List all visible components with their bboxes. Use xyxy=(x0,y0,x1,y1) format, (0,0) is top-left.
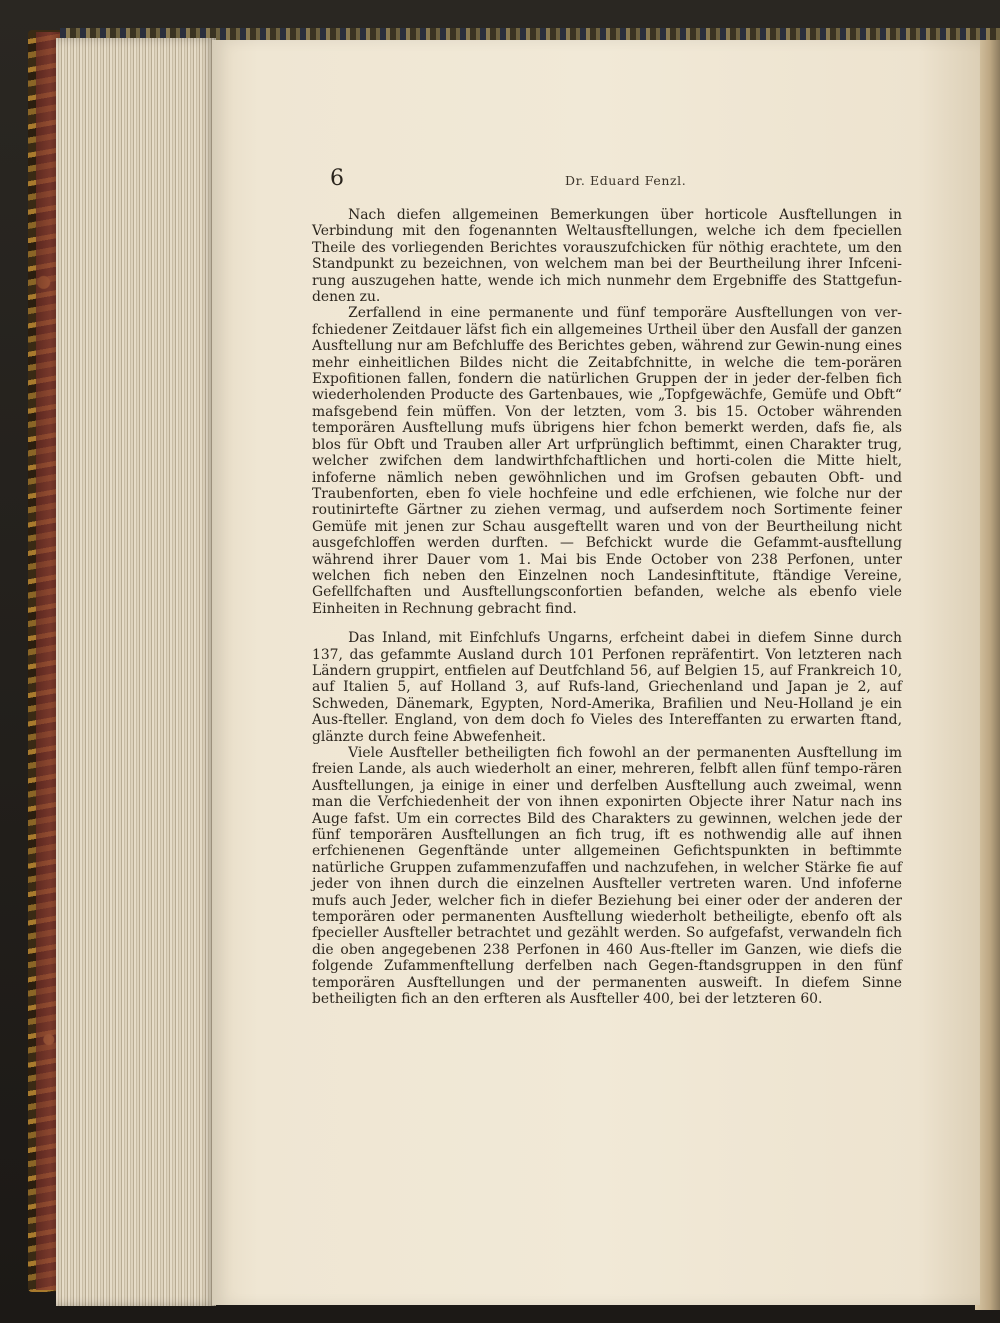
paragraph: Nach diefen allgemeinen Bemerkungen über horticole Ausftellungen in Verbindung mit den fogenannten Weltausftellungen, welche ich dem fpeciellen Theile des vorliegenden Berichtes vorauszufchicken für nöthig erachtete, um den Standpunkt zu bezeichnen, von welchem man bei der Beurtheilung ihrer Infceni-rung auszugehen hatte, wende ich mich nunmehr dem Ergebniffe des Stattgefun-denen zu. xyxy=(312,207,902,306)
page-stack xyxy=(56,38,216,1306)
body-text xyxy=(312,207,902,1008)
paragraph: Viele Ausfteller betheiligten fich fowohl an der permanenten Ausftellung im freien Lande, als auch wiederholt an einer, mehreren, felbft allen fünf tempo-rären Ausftellungen, ja einige in einer und derfelben Ausftellung auch zweimal, wenn man die Verfchiedenheit der von ihnen exponirten Objecte ihrer Natur nach ins Auge fafst. Um ein correctes Bild des Charakters zu gewinnen, welchen jede der fünf temporären Ausftellungen an fich trug, ift es nothwendig alle auf ihnen erfchienenen Gegenftände unter allgemeinen Gefichtspunkten in beftimmte natürliche Gruppen zufammenzufaffen und nachzufehen, in welcher Stärke fie auf jeder von ihnen durch die einzelnen Ausfteller vertreten waren. Und infoferne mufs auch Jeder, welcher fich in diefer Beziehung bei einer oder der anderen der temporären oder permanenten Ausftellung wiederholt betheiligte, ebenfo oft als fpecieller Ausfteller betrachtet und gezählt werden. So aufgefafst, verwandeln fich die oben angegebenen 238 Perfonen in 460 Aus-fteller im Ganzen, wie diefs die folgende Zufammenftellung derfelben nach Gegen-ftandsgruppen in den fünf temporären Ausftellungen und der permanenten ausweift. In diefem Sinne betheiligten fich an den erfteren als Ausfteller 400, bei der letzteren 60. xyxy=(312,745,902,1008)
running-head: Dr. Eduard Fenzl. xyxy=(565,173,687,188)
paragraph: Das Inland, mit Einfchlufs Ungarns, erfcheint dabei in diefem Sinne durch 137, das gefammte Ausland durch 101 Perfonen repräfentirt. Von letzteren nach Ländern gruppirt, entfielen auf Deutfchland 56, auf Belgien 15, auf Frankreich 10, auf Italien 5, auf Holland 3, auf Rufs-land, Griechenland und Japan je 2, auf Schweden, Dänemark, Egypten, Nord-Amerika, Brafilien und Neu-Holland je ein Aus-fteller. England, von dem doch fo Vieles des Intereffanten zu erwarten ftand, glänzte durch feine Abwefenheit. xyxy=(312,630,902,745)
page-header xyxy=(330,166,910,194)
paragraph: Zerfallend in eine permanente und fünf temporäre Ausftellungen von ver-fchiedener Zeitdauer läfst fich ein allgemeines Urtheil über den Ausfall der ganzen Ausftellung nur am Befchluffe des Berichtes geben, während zur Gewin-nung eines mehr einheitlichen Bildes nicht die Zeitabfchnitte, in welche die tem-porären Expofitionen fallen, fondern die natürlichen Gruppen der in jeder der-felben fich wiederholenden Producte des Gartenbaues, wie „Topfgewächfe, Gemüfe und Obft“ mafsgebend fein müffen. Von der letzten, vom 3. bis 15. October währenden temporären Ausftellung mufs übrigens hier fchon bemerkt werden, dafs fie, als blos für Obft und Trauben aller Art urfprünglich beftimmt, einen Charakter trug, welcher zwifchen dem landwirthfchaftlichen und horti-colen die Mitte hielt, infoferne nämlich neben gewöhnlichen und im Grofsen gebauten Obft- und Traubenforten, eben fo viele hochfeine und edle erfchienen, wie folche nur der routinirtefte Gärtner zu ziehen vermag, und aufserdem noch Sortimente feiner Gemüfe mit jenen zur Schau ausgeftellt waren und von der Beurtheilung nicht ausgefchloffen werden durften. — Befchickt wurde die Gefammt-ausftellung während ihrer Dauer vom 1. Mai bis Ende October von 238 Perfonen, unter welchen fich neben den Einzelnen noch Landesinftitute, ftändige Vereine, Gefellfchaften und Ausftellungsconfortien befanden, welche als ebenfo viele Einheiten in Rechnung gebracht find. xyxy=(312,305,902,617)
page-number: 6 xyxy=(330,166,344,191)
